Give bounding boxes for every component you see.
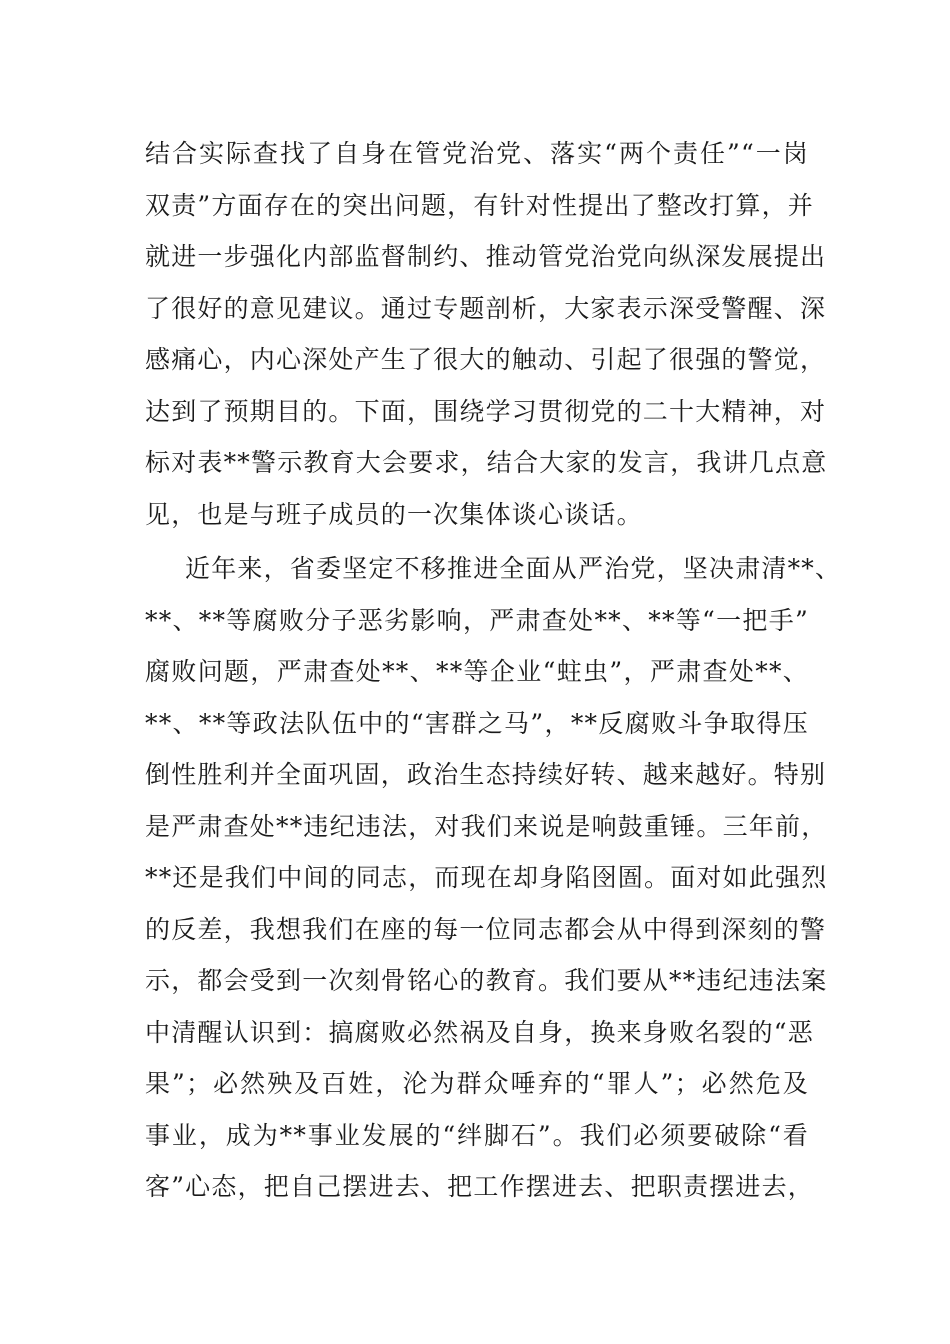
paragraph-line: 事业，成为**事业发展的“绊脚石”。我们必须要破除“看 [145, 1120, 809, 1150]
paragraph-line: 达到了预期目的。下面，围绕学习贯彻党的二十大精神，对 [145, 396, 827, 426]
paragraph-line: 标对表**警示教育大会要求，结合大家的发言，我讲几点意 [145, 448, 828, 477]
paragraph-line: 双责”方面存在的突出问题，有针对性提出了整改打算，并 [145, 190, 814, 220]
paragraph-line: 近年来，省委坚定不移推进全面从严治党，坚决肃清**、 [185, 554, 842, 583]
paragraph-line: 就进一步强化内部监督制约、推动管党治党向纵深发展提出 [145, 242, 827, 271]
paragraph-line: 的反差，我想我们在座的每一位同志都会从中得到深刻的警 [145, 914, 827, 944]
paragraph-line: **还是我们中间的同志，而现在却身陷囹圄。面对如此强烈 [145, 863, 828, 892]
paragraph-1 [145, 128, 828, 540]
paragraph-line: 感痛心，内心深处产生了很大的触动、引起了很强的警觉， [145, 345, 827, 374]
paragraph-line: **、**等政法队伍中的“害群之马”，**反腐败斗争取得压 [145, 708, 809, 738]
paragraph-line: 结合实际查找了自身在管党治党、落实“两个责任”“一岗 [145, 139, 809, 168]
paragraph-line: 是严肃查处**违纪违法，对我们来说是响鼓重锤。三年前， [145, 811, 828, 841]
paragraph-line: 客”心态，把自己摆进去、把工作摆进去、把职责摆进去， [145, 1172, 814, 1201]
paragraph-2 [145, 543, 842, 1213]
paragraph-line: 了很好的意见建议。通过专题剖析，大家表示深受警醒、深 [145, 293, 827, 323]
paragraph-line: 示，都会受到一次刻骨铭心的教育。我们要从**违纪违法案 [145, 966, 828, 995]
paragraph-line: 果”；必然殃及百姓，沦为群众唾弃的“罪人”；必然危及 [145, 1069, 809, 1098]
paragraph-line: **、**等腐败分子恶劣影响，严肃查处**、**等“一把手” [145, 605, 809, 635]
paragraph-line: 中清醒认识到：搞腐败必然祸及自身，换来身败名裂的“恶 [145, 1017, 814, 1047]
paragraph-line: 倒性胜利并全面巩固，政治生态持续好转、越来越好。特别 [145, 760, 827, 789]
paragraph-line: 见，也是与班子成员的一次集体谈心谈话。 [145, 499, 643, 529]
paragraph-line: 腐败问题，严肃查处**、**等企业“蛀虫”，严肃查处**、 [145, 657, 809, 686]
